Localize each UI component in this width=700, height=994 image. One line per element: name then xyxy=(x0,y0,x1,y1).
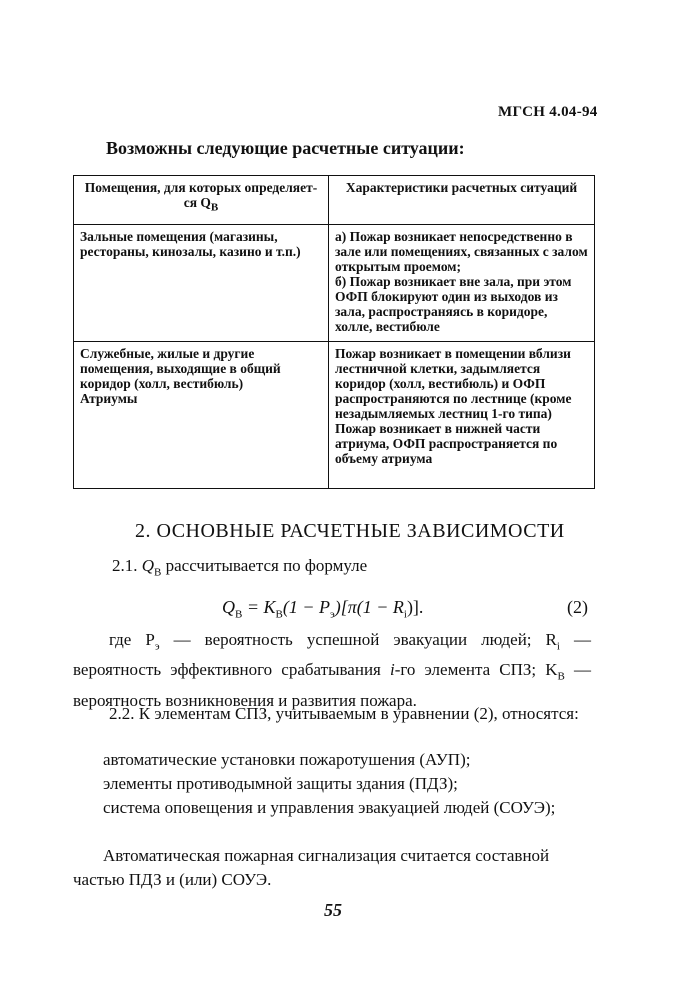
document-code: МГСН 4.04-94 xyxy=(498,104,598,120)
formula-p-sub: э xyxy=(329,608,335,621)
where-a-sub: э xyxy=(154,640,160,653)
table-cell-rooms: Служебные, жилые и другие помещения, выходящие в общий коридор (холл, вестибюль) Атриумы xyxy=(74,342,329,489)
intro-text: Возможны следующие расчетные ситуации: xyxy=(106,138,465,158)
formula-r-sub: i xyxy=(403,608,407,621)
formula-r: )[π(1 − R xyxy=(334,597,404,617)
where-e: — вероятность возникновения и развития пожара. xyxy=(73,660,591,710)
where-b-sub: i xyxy=(556,640,560,653)
table-row xyxy=(74,342,595,489)
formula-close: )]. xyxy=(406,597,424,617)
where-c-i: i xyxy=(389,660,395,680)
p21-q-sub: В xyxy=(154,566,162,579)
paragraph-2-2: 2.2. К элементам СПЗ, учитываемым в уравнении (2), относятся: xyxy=(109,704,579,723)
where-d-sub: В xyxy=(557,670,565,683)
where-a: где P xyxy=(109,630,155,649)
where-b: — вероятность успешной эвакуации людей; R xyxy=(159,630,557,649)
list-item: элементы противодымной защиты здания (ПДЗ); xyxy=(103,774,458,793)
formula-k-sub: В xyxy=(275,608,283,621)
paragraph-2-1 xyxy=(112,554,367,584)
p21-q: Q xyxy=(141,556,155,575)
formula-k: = K xyxy=(242,597,276,617)
section-title: 2. ОСНОВНЫЕ РАСЧЕТНЫЕ ЗАВИСИМОСТИ xyxy=(135,520,565,542)
table-cell-situation: а) Пожар возникает непосредственно в зале или помещениях, связанных с залом открытым проемом; б) Пожар возникает вне зала, при этом ОФП блокируют один из выходов из зала, распространяясь в коридоре, холле, вестибюле xyxy=(329,225,595,342)
where-d: -го элемента СПЗ; K xyxy=(394,660,558,680)
situations-table xyxy=(73,175,595,489)
header-rooms-sub: В xyxy=(210,201,219,214)
formula-p: (1 − P xyxy=(282,597,330,617)
formula-q-sub: В xyxy=(235,608,243,621)
where-c: — вероятность эффективного срабатывания xyxy=(73,630,592,680)
where-paragraph xyxy=(73,628,591,713)
page-number: 55 xyxy=(324,900,342,920)
table-cell-situation: Пожар возникает в помещении вблизи лестничной клетки, задымляется коридор (холл, вестибюль) и ОФП распространяются по лестнице (кроме незадымляемых лестниц 1-го типа) Пожар возникает в нижней части атриума, ОФП распространяется по объему атриума xyxy=(329,342,595,489)
table-row xyxy=(74,225,595,342)
table-header-rooms xyxy=(74,176,329,225)
formula xyxy=(222,597,423,621)
p21-text: рассчитывается по формуле xyxy=(161,556,368,575)
list-item: автоматические установки пожаротушения (АУП); xyxy=(103,750,471,769)
table-header-row xyxy=(74,176,595,225)
list-item: система оповещения и управления эвакуацией людей (СОУЭ); xyxy=(103,798,556,817)
header-rooms-text: Помещения, для которых определяет-ся Q xyxy=(84,180,318,210)
formula-q: Q xyxy=(222,597,235,617)
table-header-situations: Характеристики расчетных ситуаций xyxy=(329,176,595,225)
p21-num: 2.1. xyxy=(112,556,138,575)
table-cell-rooms: Зальные помещения (магазины, рестораны, кинозалы, казино и т.п.) xyxy=(74,225,329,342)
formula-number: (2) xyxy=(567,597,588,617)
note-paragraph: Автоматическая пожарная сигнализация считается составной частью ПДЗ и (или) СОУЭ. xyxy=(73,846,550,889)
